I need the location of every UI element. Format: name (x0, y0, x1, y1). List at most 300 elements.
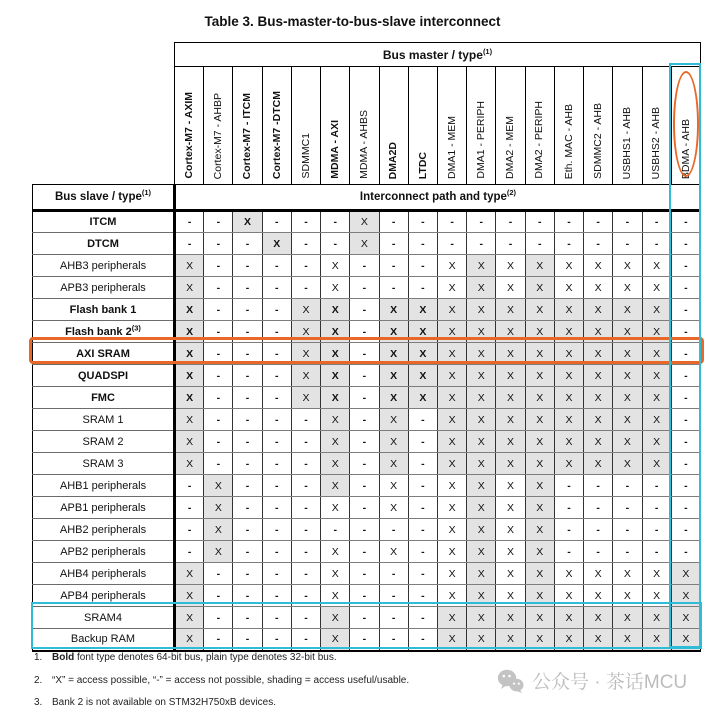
footnote-number: 2. (34, 674, 43, 686)
matrix-cell: - (233, 431, 262, 453)
matrix-cell: - (671, 453, 700, 475)
footnotes (34, 652, 504, 716)
matrix-cell: X (321, 431, 350, 453)
matrix-cell: X (584, 365, 613, 387)
matrix-cell: - (233, 519, 262, 541)
matrix-cell: - (467, 233, 496, 255)
matrix-cell: - (350, 585, 379, 607)
col-header-cortex-m7-axim (175, 67, 204, 185)
matrix-cell: X (642, 453, 671, 475)
matrix-cell: X (291, 387, 320, 409)
matrix-cell: X (437, 519, 466, 541)
matrix-cell: X (437, 365, 466, 387)
matrix-cell: X (613, 255, 642, 277)
matrix-cell: X (613, 387, 642, 409)
matrix-cell: - (671, 497, 700, 519)
matrix-cell: X (525, 387, 554, 409)
matrix-cell: X (525, 453, 554, 475)
matrix-cell: X (554, 629, 583, 651)
col-header-dma2d (379, 67, 408, 185)
col-header-label: BDMA - AHB (679, 118, 692, 179)
matrix-cell: - (350, 431, 379, 453)
table-row-flash-bank-2 (33, 321, 701, 343)
matrix-cell: - (233, 255, 262, 277)
matrix-cell: X (525, 255, 554, 277)
table-row-ahb1-peripherals (33, 475, 701, 497)
matrix-cell: - (204, 255, 233, 277)
watermark-text: 公众号 · 茶话MCU (532, 672, 688, 693)
matrix-cell: - (233, 453, 262, 475)
matrix-cell: X (467, 277, 496, 299)
matrix-cell: X (525, 365, 554, 387)
row-label-apb3-peripherals: APB3 peripherals (33, 277, 175, 299)
matrix-cell: - (554, 519, 583, 541)
matrix-cell: X (554, 365, 583, 387)
matrix-cell: X (379, 453, 408, 475)
matrix-cell: - (262, 409, 291, 431)
matrix-cell: - (321, 211, 350, 233)
matrix-cell: X (642, 585, 671, 607)
col-header-dma2-periph (525, 67, 554, 185)
matrix-cell: - (291, 277, 320, 299)
matrix-cell: X (496, 607, 525, 629)
matrix-cell: - (291, 541, 320, 563)
matrix-cell: - (408, 541, 437, 563)
row-label-apb1-peripherals: APB1 peripherals (33, 497, 175, 519)
matrix-cell: X (291, 365, 320, 387)
matrix-cell: X (613, 607, 642, 629)
col-header-label: Cortex-M7 - AXIM (182, 92, 195, 179)
matrix-cell: X (467, 497, 496, 519)
matrix-cell: X (175, 585, 204, 607)
matrix-cell: X (467, 321, 496, 343)
matrix-cell: X (613, 431, 642, 453)
footnote-number: 1. (34, 652, 43, 663)
matrix-cell: - (408, 607, 437, 629)
matrix-cell: X (554, 387, 583, 409)
matrix-cell: X (175, 387, 204, 409)
matrix-cell: X (204, 519, 233, 541)
table-row-apb2-peripherals (33, 541, 701, 563)
matrix-cell: X (554, 607, 583, 629)
matrix-cell: - (350, 629, 379, 651)
matrix-cell: X (525, 541, 554, 563)
matrix-cell: X (204, 475, 233, 497)
matrix-cell: - (379, 233, 408, 255)
matrix-cell: - (262, 211, 291, 233)
matrix-cell: X (467, 519, 496, 541)
matrix-cell: X (321, 497, 350, 519)
footnote-text: Bank 2 is not available on STM32H750xB devices. (52, 697, 277, 708)
matrix-cell: X (642, 409, 671, 431)
matrix-cell: - (671, 233, 700, 255)
matrix-cell: - (204, 563, 233, 585)
matrix-cell: - (204, 387, 233, 409)
matrix-cell: X (496, 299, 525, 321)
matrix-cell: - (350, 563, 379, 585)
matrix-cell: - (262, 277, 291, 299)
matrix-cell: X (437, 563, 466, 585)
matrix-cell: - (204, 629, 233, 651)
matrix-cell: X (554, 299, 583, 321)
row-label-dtcm: DTCM (33, 233, 175, 255)
col-header-label: Cortex-M7 -DTCM (270, 90, 283, 179)
row-label-ahb3-peripherals: AHB3 peripherals (33, 255, 175, 277)
matrix-cell: - (350, 321, 379, 343)
matrix-cell: - (671, 475, 700, 497)
row-label-sram4: SRAM4 (33, 607, 175, 629)
matrix-cell: X (437, 541, 466, 563)
matrix-cell: X (642, 321, 671, 343)
matrix-cell: X (204, 497, 233, 519)
matrix-cell: X (379, 541, 408, 563)
matrix-cell: - (233, 321, 262, 343)
col-header-label: DMA2 - MEM (504, 116, 517, 179)
matrix-cell: X (291, 321, 320, 343)
matrix-cell: X (408, 343, 437, 365)
matrix-cell: - (350, 475, 379, 497)
row-label-flash-bank-2: Flash bank 2$^{(3)}$ (33, 321, 175, 343)
matrix-cell: X (467, 585, 496, 607)
matrix-cell: X (642, 629, 671, 651)
matrix-cell: X (321, 365, 350, 387)
matrix-cell: - (262, 453, 291, 475)
matrix-cell: - (613, 233, 642, 255)
col-header-label: DMA2 - PERIPH (533, 101, 546, 179)
matrix-cell: X (321, 541, 350, 563)
matrix-cell: X (175, 431, 204, 453)
matrix-cell: X (379, 387, 408, 409)
matrix-cell: X (642, 563, 671, 585)
matrix-cell: - (175, 233, 204, 255)
matrix-cell: - (291, 475, 320, 497)
matrix-cell: - (408, 629, 437, 651)
matrix-cell: X (437, 299, 466, 321)
matrix-cell: - (204, 321, 233, 343)
matrix-cell: - (233, 497, 262, 519)
matrix-cell: X (584, 387, 613, 409)
matrix-cell: - (613, 541, 642, 563)
matrix-cell: X (437, 475, 466, 497)
matrix-cell: - (671, 409, 700, 431)
matrix-cell: - (204, 343, 233, 365)
matrix-cell: X (467, 343, 496, 365)
matrix-cell: X (496, 431, 525, 453)
matrix-cell: - (204, 607, 233, 629)
matrix-cell: - (262, 431, 291, 453)
matrix-cell: - (379, 519, 408, 541)
matrix-cell: X (467, 365, 496, 387)
matrix-cell: X (525, 629, 554, 651)
col-header-label: LTDC (416, 151, 429, 179)
matrix-cell: X (525, 475, 554, 497)
matrix-cell: - (642, 519, 671, 541)
matrix-cell: X (496, 563, 525, 585)
matrix-cell: X (496, 453, 525, 475)
matrix-cell: X (525, 277, 554, 299)
matrix-cell: X (467, 563, 496, 585)
matrix-cell: X (584, 563, 613, 585)
matrix-cell: X (554, 585, 583, 607)
matrix-cell: X (408, 321, 437, 343)
wechat-icon (497, 669, 524, 693)
col-header-cortex-m7-ahbp (204, 67, 233, 185)
matrix-cell: X (437, 453, 466, 475)
matrix-cell: - (233, 365, 262, 387)
matrix-cell: - (350, 453, 379, 475)
table-row-backup-ram (33, 629, 701, 651)
col-header-usbhs2-ahb (642, 67, 671, 185)
matrix-cell: - (613, 519, 642, 541)
matrix-cell: X (496, 365, 525, 387)
matrix-cell: X (642, 431, 671, 453)
matrix-cell: X (291, 299, 320, 321)
matrix-cell: X (175, 453, 204, 475)
matrix-cell: X (584, 607, 613, 629)
matrix-cell: X (642, 277, 671, 299)
col-header-eth-mac-ahb (554, 67, 583, 185)
matrix-cell: - (584, 475, 613, 497)
col-header-dma1-periph (467, 67, 496, 185)
row-label-sram-2: SRAM 2 (33, 431, 175, 453)
matrix-cell: - (291, 497, 320, 519)
matrix-cell: - (613, 497, 642, 519)
matrix-cell: - (671, 299, 700, 321)
row-label-ahb1-peripherals: AHB1 peripherals (33, 475, 175, 497)
matrix-cell: - (437, 211, 466, 233)
matrix-cell: - (408, 233, 437, 255)
matrix-cell: X (467, 409, 496, 431)
table-row-ahb3-peripherals (33, 255, 701, 277)
row-label-sram-1: SRAM 1 (33, 409, 175, 431)
matrix-cell: - (291, 607, 320, 629)
matrix-cell: X (437, 431, 466, 453)
matrix-cell: - (408, 409, 437, 431)
matrix-cell: X (437, 585, 466, 607)
matrix-cell: - (584, 541, 613, 563)
matrix-cell: - (204, 365, 233, 387)
matrix-cell: X (525, 321, 554, 343)
col-header-label: MDMA - AXI (328, 120, 341, 179)
matrix-cell: - (233, 629, 262, 651)
matrix-cell: - (233, 475, 262, 497)
col-header-label: DMA1 - MEM (445, 116, 458, 179)
matrix-cell: - (233, 387, 262, 409)
table-row-ahb2-peripherals (33, 519, 701, 541)
matrix-cell: X (671, 563, 700, 585)
interconnect-header: Interconnect path and type$^{(2)}$ (175, 185, 701, 211)
col-header-dma1-mem (437, 67, 466, 185)
matrix-cell: - (671, 519, 700, 541)
matrix-cell: - (408, 475, 437, 497)
matrix-cell: - (671, 211, 700, 233)
table-title: Table 3. Bus-master-to-bus-slave interconnect (204, 14, 501, 29)
matrix-cell: - (554, 233, 583, 255)
matrix-cell: X (554, 563, 583, 585)
matrix-cell: - (262, 607, 291, 629)
footnote-text: Bold font type denotes 64-bit bus, plain type denotes 32-bit bus. (52, 652, 337, 663)
table-row-itcm (33, 211, 701, 233)
matrix-cell: X (408, 387, 437, 409)
matrix-cell: - (262, 497, 291, 519)
matrix-cell: X (321, 343, 350, 365)
interconnect-table (32, 42, 701, 648)
matrix-cell: - (379, 211, 408, 233)
matrix-cell: - (350, 299, 379, 321)
matrix-cell: - (175, 497, 204, 519)
matrix-cell: X (321, 409, 350, 431)
matrix-cell: - (291, 629, 320, 651)
matrix-cell: - (525, 233, 554, 255)
col-header-usbhs1-ahb (613, 67, 642, 185)
matrix-cell: - (584, 211, 613, 233)
matrix-cell: X (467, 255, 496, 277)
matrix-cell: - (671, 321, 700, 343)
matrix-cell: X (379, 431, 408, 453)
matrix-cell: X (496, 387, 525, 409)
matrix-cell: - (379, 585, 408, 607)
col-header-cortex-m7-itcm (233, 67, 262, 185)
matrix-cell: - (379, 255, 408, 277)
matrix-cell: X (350, 211, 379, 233)
matrix-cell: - (350, 277, 379, 299)
matrix-cell: - (321, 233, 350, 255)
matrix-cell: - (613, 475, 642, 497)
col-header-label: DMA2D (387, 141, 400, 179)
matrix-cell: X (321, 255, 350, 277)
matrix-cell: - (233, 607, 262, 629)
matrix-cell: X (175, 343, 204, 365)
matrix-cell: - (350, 365, 379, 387)
matrix-cell: X (467, 541, 496, 563)
matrix-cell: - (496, 233, 525, 255)
footnote-number: 3. (34, 697, 43, 708)
row-label-ahb2-peripherals: AHB2 peripherals (33, 519, 175, 541)
matrix-cell: X (321, 607, 350, 629)
col-header-mdma-ahbs (350, 67, 379, 185)
matrix-cell: X (671, 607, 700, 629)
matrix-cell: X (496, 519, 525, 541)
matrix-cell: X (525, 497, 554, 519)
matrix-cell: - (204, 431, 233, 453)
matrix-cell: - (671, 343, 700, 365)
matrix-cell: X (437, 277, 466, 299)
matrix-cell: - (204, 299, 233, 321)
matrix-cell: X (554, 277, 583, 299)
matrix-cell: X (496, 497, 525, 519)
matrix-cell: X (613, 299, 642, 321)
matrix-cell: - (379, 607, 408, 629)
matrix-cell: X (233, 211, 262, 233)
matrix-cell: - (233, 563, 262, 585)
matrix-cell: - (642, 233, 671, 255)
matrix-cell: - (291, 585, 320, 607)
matrix-cell: - (642, 541, 671, 563)
matrix-cell: - (291, 409, 320, 431)
matrix-cell: - (554, 211, 583, 233)
matrix-cell: - (321, 519, 350, 541)
matrix-cell: - (350, 387, 379, 409)
table-row-sram-1 (33, 409, 701, 431)
matrix-cell: X (525, 607, 554, 629)
matrix-cell: X (437, 629, 466, 651)
matrix-cell: - (584, 497, 613, 519)
matrix-cell: - (584, 519, 613, 541)
matrix-cell: - (204, 409, 233, 431)
row-label-quadspi: QUADSPI (33, 365, 175, 387)
matrix-cell: X (379, 497, 408, 519)
matrix-cell: X (467, 431, 496, 453)
col-header-label: USBHS1 - AHB (621, 106, 634, 179)
matrix-cell: X (525, 431, 554, 453)
matrix-cell: X (437, 343, 466, 365)
matrix-cell: - (671, 277, 700, 299)
matrix-cell: - (204, 585, 233, 607)
matrix-cell: X (496, 277, 525, 299)
matrix-cell: - (233, 585, 262, 607)
matrix-cell: X (379, 343, 408, 365)
col-header-label: DMA1 - PERIPH (475, 101, 488, 179)
matrix-cell: X (379, 409, 408, 431)
matrix-cell: X (175, 409, 204, 431)
table-row-apb3-peripherals (33, 277, 701, 299)
matrix-cell: X (584, 255, 613, 277)
col-header-label: USBHS2 - AHB (650, 106, 663, 179)
table-row-sram-3 (33, 453, 701, 475)
matrix-cell: X (321, 563, 350, 585)
matrix-cell: - (350, 541, 379, 563)
row-label-apb2-peripherals: APB2 peripherals (33, 541, 175, 563)
matrix-cell: - (642, 211, 671, 233)
matrix-cell: X (321, 387, 350, 409)
matrix-cell: X (379, 299, 408, 321)
matrix-cell: X (554, 255, 583, 277)
matrix-cell: X (496, 585, 525, 607)
matrix-cell: X (467, 629, 496, 651)
matrix-cell: - (408, 519, 437, 541)
matrix-cell: - (584, 233, 613, 255)
col-header-bdma-ahb (671, 67, 700, 185)
matrix-cell: - (262, 343, 291, 365)
col-header-label: Cortex-M7 - ITCM (241, 92, 254, 179)
matrix-cell: X (613, 365, 642, 387)
matrix-cell: X (321, 585, 350, 607)
matrix-cell: - (291, 519, 320, 541)
table-row-ahb4-peripherals (33, 563, 701, 585)
matrix-cell: X (175, 563, 204, 585)
matrix-cell: X (613, 563, 642, 585)
row-label-itcm: ITCM (33, 211, 175, 233)
matrix-cell: X (496, 321, 525, 343)
matrix-cell: X (613, 585, 642, 607)
matrix-cell: X (321, 321, 350, 343)
matrix-cell: X (496, 541, 525, 563)
matrix-cell: X (554, 431, 583, 453)
matrix-cell: X (321, 277, 350, 299)
col-header-label: Cortex-M7 - AHBP (212, 92, 225, 179)
matrix-cell: - (350, 343, 379, 365)
table-row-quadspi (33, 365, 701, 387)
matrix-cell: X (408, 299, 437, 321)
matrix-cell: X (642, 255, 671, 277)
matrix-cell: X (467, 475, 496, 497)
matrix-cell: - (554, 475, 583, 497)
matrix-cell: X (321, 299, 350, 321)
matrix-cell: - (175, 541, 204, 563)
matrix-cell: X (642, 387, 671, 409)
matrix-cell: - (350, 497, 379, 519)
matrix-cell: X (175, 321, 204, 343)
